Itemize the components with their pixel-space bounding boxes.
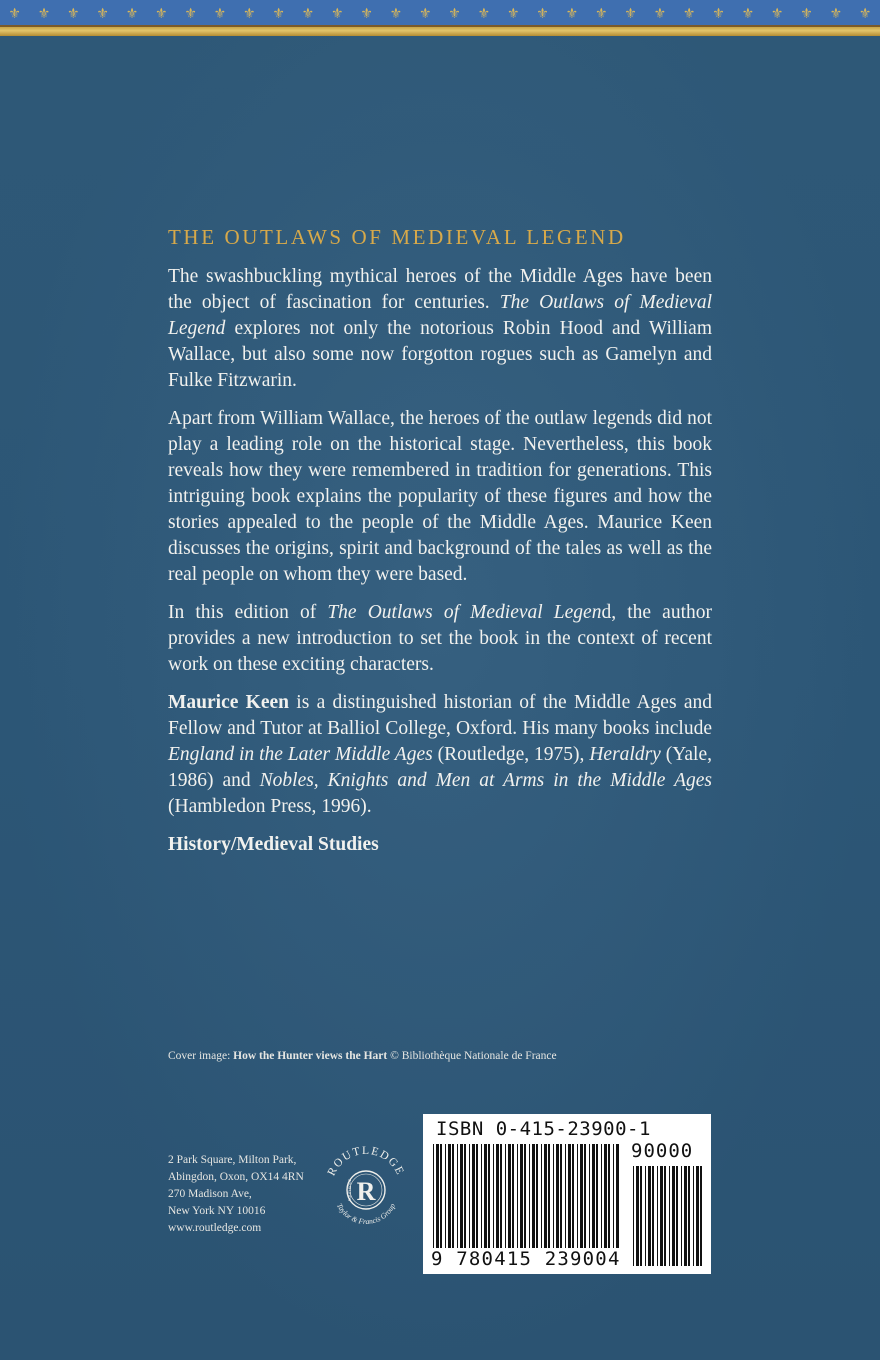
blurb-paragraph-1: The swashbuckling mythical heroes of the Middle Ages have been the object of fascination for centuries. The Outlaws of Medieval Legend explores not only the notorious Robin Hood and William Wallace, but also some now forgotton rogues such as Gamelyn and Fulke Fitzwarin. bbox=[168, 266, 712, 391]
subject-category: History/Medieval Studies bbox=[168, 834, 379, 855]
logo-wordmark: ROUTLEDGE bbox=[325, 1144, 407, 1178]
address-line: Abingdon, Oxon, OX14 4RN bbox=[168, 1171, 304, 1183]
fleur-de-lis-pattern: ⚜ ⚜ ⚜ ⚜ ⚜ ⚜ ⚜ ⚜ ⚜ ⚜ ⚜ ⚜ ⚜ ⚜ ⚜ ⚜ ⚜ ⚜ ⚜ ⚜ ⚜ ⚜ ⚜ ⚜ ⚜ ⚜ ⚜ ⚜ ⚜ ⚜ bbox=[8, 6, 872, 22]
isbn-number: ISBN 0-415-23900-1 bbox=[436, 1118, 651, 1140]
addon-bars bbox=[631, 1166, 703, 1266]
blurb bbox=[168, 222, 712, 870]
author-name: Maurice Keen bbox=[168, 692, 289, 713]
publisher-address bbox=[168, 1152, 318, 1237]
blurb-paragraph-3: In this edition of The Outlaws of Medieval Legend, the author provides a new introduction to set the book in the context of recent work on these exciting characters. bbox=[168, 602, 712, 675]
logo-tagline: Taylor & Francis Group bbox=[334, 1201, 398, 1227]
routledge-r-icon: R bbox=[356, 1177, 376, 1206]
ean-number: 9 780415 239004 bbox=[431, 1248, 621, 1270]
routledge-logo bbox=[320, 1142, 412, 1234]
price-code: 90000 bbox=[631, 1140, 694, 1162]
ean-bars bbox=[431, 1144, 621, 1248]
cover-image-credit: Cover image: How the Hunter views the Hart © Bibliothèque Nationale de France bbox=[168, 1050, 557, 1062]
author-bio: Maurice Keen is a distinguished historian of the Middle Ages and Fellow and Tutor at Balliol College, Oxford. His many books include England in the Later Middle Ages (Routledge, 1975), Heraldry (Yale, 1986) and Nobles, Knights and Men at Arms in the Middle Ages (Hambledon Press, 1996). bbox=[168, 692, 712, 817]
blurb-paragraph-2: Apart from William Wallace, the heroes of the outlaw legends did not play a leading role on the historical stage. Nevertheless, this book reveals how they were remembered in tradition for generations. This intriguing book explains the popularity of these figures and how the stories appealed to the people of the Middle Ages. Maurice Keen discusses the origins, spirit and background of the tales as well as the real people on whom they were based. bbox=[168, 408, 712, 585]
decorative-top-border bbox=[0, 0, 880, 36]
gold-border-band bbox=[0, 27, 880, 36]
address-line: 270 Madison Ave, bbox=[168, 1188, 252, 1200]
book-title: THE OUTLAWS OF MEDIEVAL LEGEND bbox=[168, 225, 626, 249]
address-line: 2 Park Square, Milton Park, bbox=[168, 1154, 297, 1166]
svg-text:ROUTLEDGE: ROUTLEDGE bbox=[348, 1178, 352, 1202]
svg-text:ROUTLEDGE bbox=[326, 1145, 407, 1178]
address-line: New York NY 10016 bbox=[168, 1205, 266, 1217]
publisher-website: www.routledge.com bbox=[168, 1222, 262, 1234]
isbn-barcode bbox=[423, 1114, 711, 1274]
